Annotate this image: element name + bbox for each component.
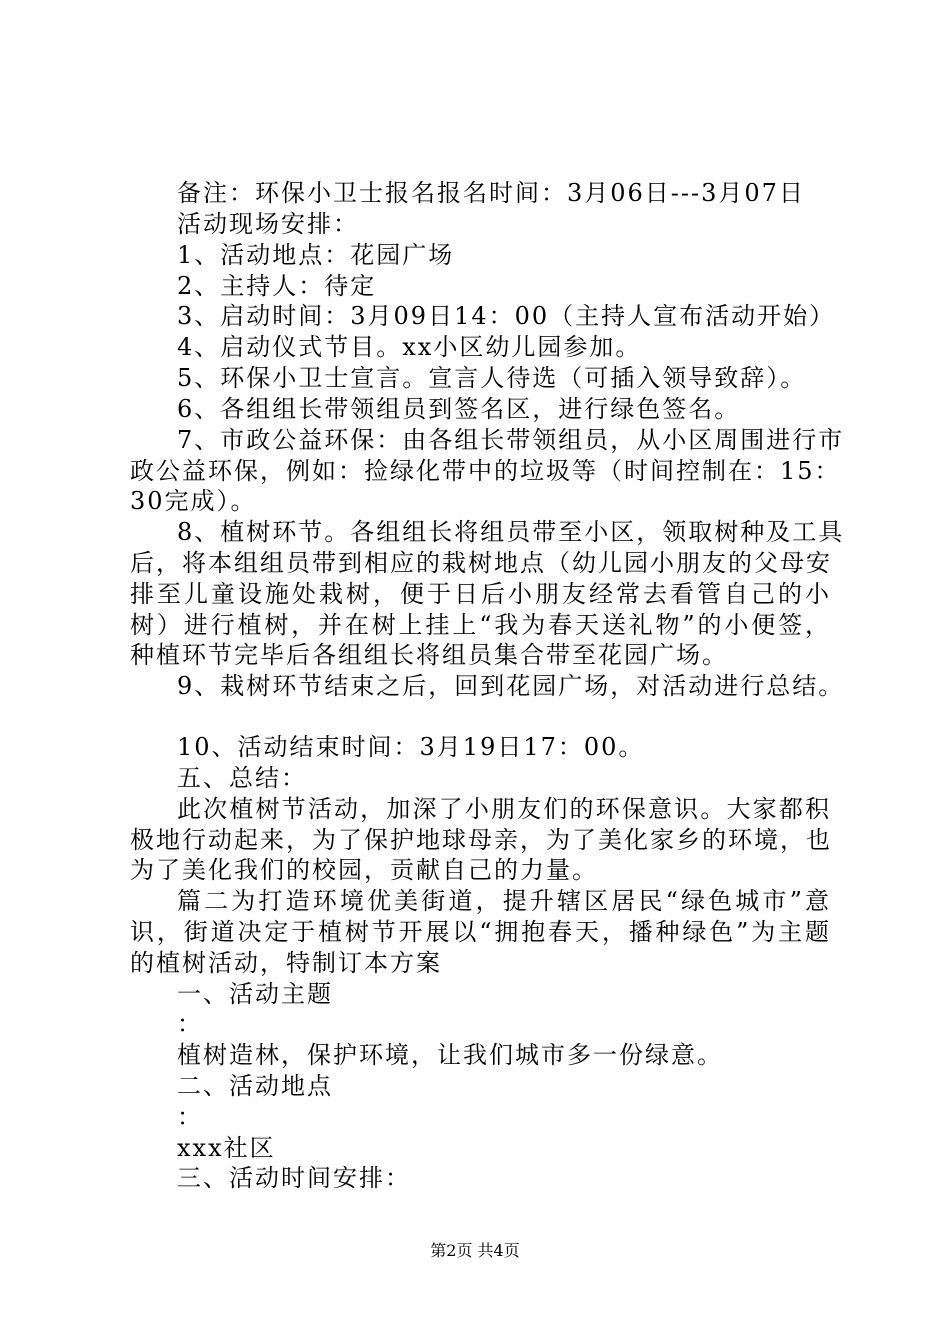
paragraph-line: 8、植树环节。各组组长将组员带至小区，领取树种及工具: [177, 518, 845, 546]
paragraph-line: 识，街道决定于植树节开展以“拥抱春天，播种绿色”为主题: [130, 918, 831, 946]
list-item: 2、主持人：待定: [177, 272, 377, 300]
paragraph-line: 树）进行植树，并在树上挂上“我为春天送礼物”的小便签，: [130, 611, 831, 639]
list-item: 3、启动时间：3月09日14：00（主持人宣布活动开始）: [177, 302, 836, 330]
note-line: 备注：环保小卫士报名报名时间：3月06日---3月07日: [177, 179, 805, 207]
paragraph-line: 的植树活动，特制订本方案: [130, 949, 442, 977]
paragraph-line: 30完成）。: [130, 487, 257, 515]
paragraph-line: 篇二为打造环境优美街道，提升辖区居民“绿色城市”意: [177, 887, 831, 915]
section-heading: 活动现场安排：: [177, 210, 359, 238]
section-heading: 二、活动地点: [177, 1072, 333, 1100]
section-heading: 五、总结：: [177, 764, 307, 792]
colon-line: ：: [177, 1010, 203, 1038]
list-item: 4、启动仪式节目。xx小区幼儿园参加。: [177, 333, 642, 361]
paragraph-line: 9、栽树环节结束之后，回到花园广场，对活动进行总结。: [177, 672, 845, 700]
paragraph-line: 7、市政公益环保：由各组长带领组员，从小区周围进行市: [177, 426, 845, 454]
section-heading: 一、活动主题: [177, 980, 333, 1008]
paragraph-line: xxx社区: [177, 1134, 276, 1162]
list-item: 5、环保小卫士宣言。宣言人待选（可插入领导致辞）。: [177, 364, 807, 392]
paragraph-line: 植树造林，保护环境，让我们城市多一份绿意。: [177, 1041, 723, 1069]
paragraph-line: 政公益环保，例如：捡绿化带中的垃圾等（时间控制在：15：: [130, 457, 841, 485]
paragraph-line: 为了美化我们的校园，贡献自己的力量。: [130, 856, 598, 884]
list-item: 1、活动地点：花园广场: [177, 241, 455, 269]
list-item: 6、各组组长带领组员到签名区，进行绿色签名。: [177, 395, 741, 423]
paragraph-line: 排至儿童设施处栽树，便于日后小朋友经常去看管自己的小: [130, 580, 831, 608]
paragraph-line: 后，将本组组员带到相应的栽树地点（幼儿园小朋友的父母安: [130, 549, 832, 577]
list-item: 10、活动结束时间：3月19日17：00。: [177, 733, 645, 761]
section-heading: 三、活动时间安排：: [177, 1164, 411, 1192]
paragraph-line: 极地行动起来，为了保护地球母亲，为了美化家乡的环境，也: [130, 826, 832, 854]
page-footer: 第2页 共4页: [430, 1241, 520, 1260]
colon-line: ：: [177, 1103, 203, 1131]
paragraph-line: 种植环节完毕后各组组长将组员集合带至花园广场。: [130, 641, 728, 669]
paragraph-line: 此次植树节活动，加深了小朋友们的环保意识。大家都积: [177, 795, 831, 823]
